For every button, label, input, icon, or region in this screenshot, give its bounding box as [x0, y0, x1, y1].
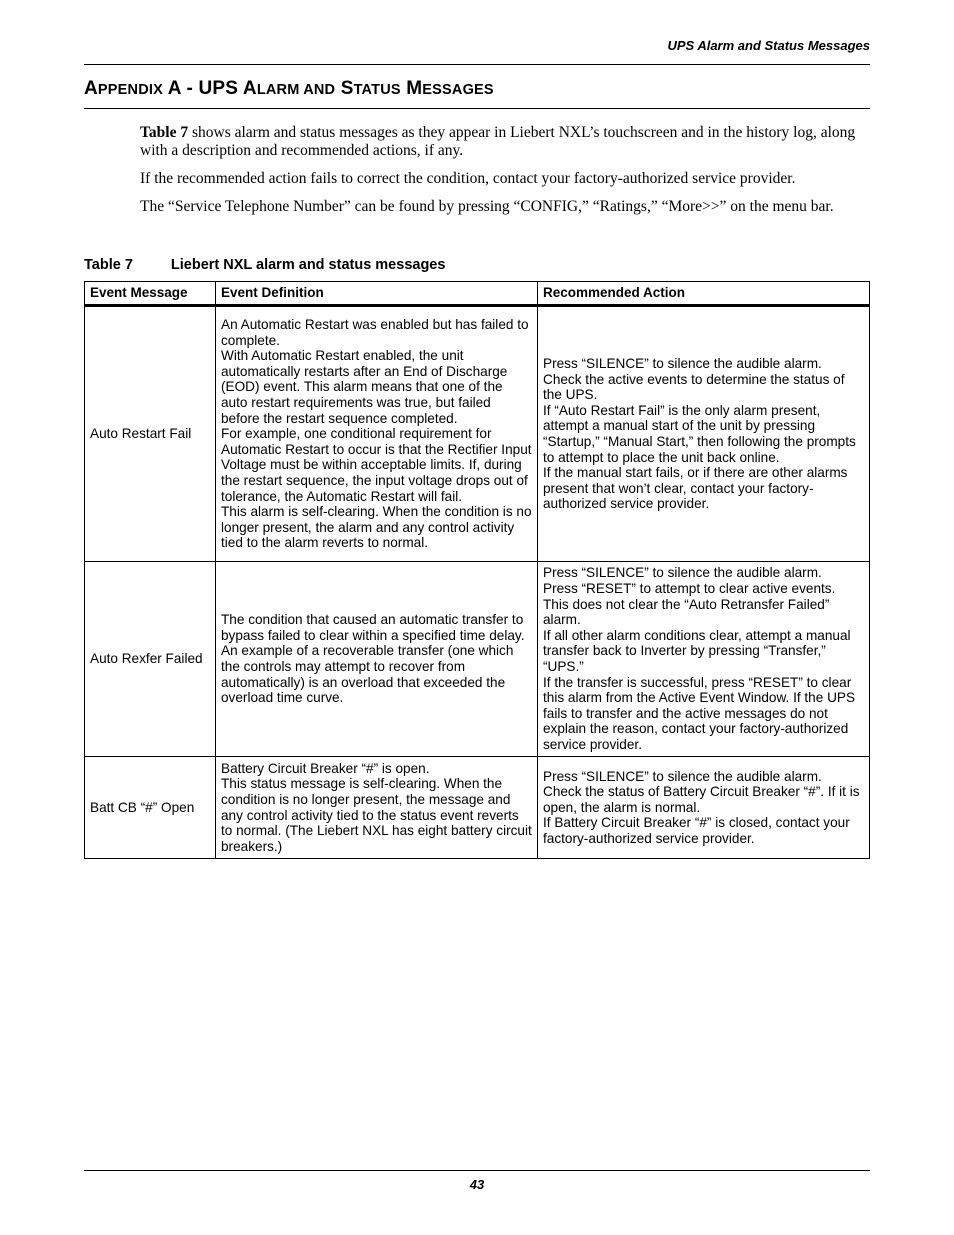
- action-line: Press “SILENCE” to silence the audible alarm.: [543, 356, 822, 372]
- definition-line: The condition that caused an automatic transfer to bypass failed to clear within a specified time delay.: [221, 612, 525, 643]
- title-part: M: [400, 78, 423, 99]
- title-part: A - UPS A: [162, 78, 257, 99]
- table-row: [85, 757, 870, 859]
- footer-rule: [84, 1170, 870, 1171]
- page-title: [84, 78, 494, 100]
- event-message: Batt CB “#” Open: [85, 757, 216, 859]
- action-line: Check the status of Battery Circuit Breaker “#”. If it is open, the alarm is normal.: [543, 784, 860, 815]
- action-line: If the manual start fails, or if there are other alarms present that won’t clear, contact your factory-authorized service provider.: [543, 465, 848, 512]
- column-header: Event Message: [85, 282, 216, 306]
- title-part: A: [84, 78, 98, 99]
- event-definition: [216, 562, 538, 757]
- action-line: Press “SILENCE” to silence the audible alarm.: [543, 768, 822, 784]
- recommended-action: [538, 306, 870, 562]
- action-line: Check the active events to determine the status of the UPS.: [543, 371, 845, 403]
- action-line: Press “SILENCE” to silence the audible alarm.: [543, 565, 822, 581]
- table-header-row: [85, 282, 870, 306]
- table-caption: [84, 257, 445, 273]
- column-header: Event Definition: [216, 282, 538, 306]
- event-message: Auto Rexfer Failed: [85, 562, 216, 757]
- definition-line: This status message is self-clearing. When the condition is no longer present, the message and any control activity tied to the status event reverts to normal. (The Liebert NXL has eight battery circuit breakers.): [221, 776, 532, 854]
- title-part: LARM AND: [256, 82, 336, 98]
- action-line: If all other alarm conditions clear, attempt a manual transfer back to Inverter by pressing “Transfer,” “UPS.”: [543, 627, 851, 674]
- table-reference: Table 7: [140, 124, 189, 141]
- column-header: Recommended Action: [538, 282, 870, 306]
- header-rule: [84, 64, 870, 65]
- title-part: S: [335, 78, 354, 99]
- alarm-messages-table: [84, 281, 870, 859]
- definition-line: For example, one conditional requirement for Automatic Restart to occur is that the Rectifier Input Voltage must be within acceptable limits. If, during the restart sequence, the input voltage drops out of tolerance, the Automatic Restart will fail.: [221, 426, 532, 504]
- definition-line: An example of a recoverable transfer (one which the controls may attempt to recover from automatically) is an overload that exceeded the overload time curve.: [221, 643, 514, 706]
- event-message: Auto Restart Fail: [85, 306, 216, 562]
- action-line: If Battery Circuit Breaker “#” is closed, contact your factory-authorized service provider.: [543, 815, 850, 846]
- recommended-action: [538, 562, 870, 757]
- table-row: [85, 306, 870, 562]
- action-line: If “Auto Restart Fail” is the only alarm present, attempt a manual start of the unit by pressing “Startup,” “Manual Start,” then following the prompts to attempt to place the unit back online.: [543, 402, 856, 465]
- event-definition: [216, 757, 538, 859]
- title-part: ESSAGES: [422, 82, 494, 98]
- table-caption-number: Table 7: [84, 257, 133, 273]
- intro-text: [140, 124, 865, 226]
- table-row: [85, 562, 870, 757]
- definition-line: With Automatic Restart enabled, the unit automatically restarts after an End of Discharge (EOD) event. This alarm means that one of the auto restart requirements was true, but failed before the restart sequence completed.: [221, 348, 508, 426]
- page-number: 43: [469, 1177, 485, 1192]
- recommended-action: [538, 757, 870, 859]
- table-caption-title: Liebert NXL alarm and status messages: [170, 257, 446, 273]
- action-line: If the transfer is successful, press “RESET” to clear this alarm from the Active Event Window. If the UPS fails to transfer and the active messages do not explain the reason, contact your factory-authorized service provider.: [543, 674, 856, 752]
- running-header: UPS Alarm and Status Messages: [667, 38, 870, 53]
- intro-paragraph-3: The “Service Telephone Number” can be found by pressing “CONFIG,” “Ratings,” “More>>” on the menu bar.: [140, 198, 834, 215]
- title-rule: [84, 108, 870, 109]
- event-definition: [216, 306, 538, 562]
- intro-paragraph-1-text: shows alarm and status messages as they appear in Liebert NXL’s touchscreen and in the history log, along with a description and recommended actions, if any.: [140, 124, 856, 159]
- title-part: PPENDIX: [97, 82, 163, 98]
- action-line: Press “RESET” to attempt to clear active events. This does not clear the “Auto Retransfer Failed” alarm.: [543, 581, 836, 628]
- intro-paragraph-2: If the recommended action fails to correct the condition, contact your factory-authorized service provider.: [140, 170, 796, 187]
- definition-line: An Automatic Restart was enabled but has failed to complete.: [221, 317, 529, 348]
- definition-line: Battery Circuit Breaker “#” is open.: [221, 760, 430, 776]
- title-part: TATUS: [353, 82, 401, 98]
- definition-line: This alarm is self-clearing. When the condition is no longer present, the alarm and any control activity tied to the alarm reverts to normal.: [221, 504, 532, 551]
- intro-paragraph-1: [140, 124, 865, 160]
